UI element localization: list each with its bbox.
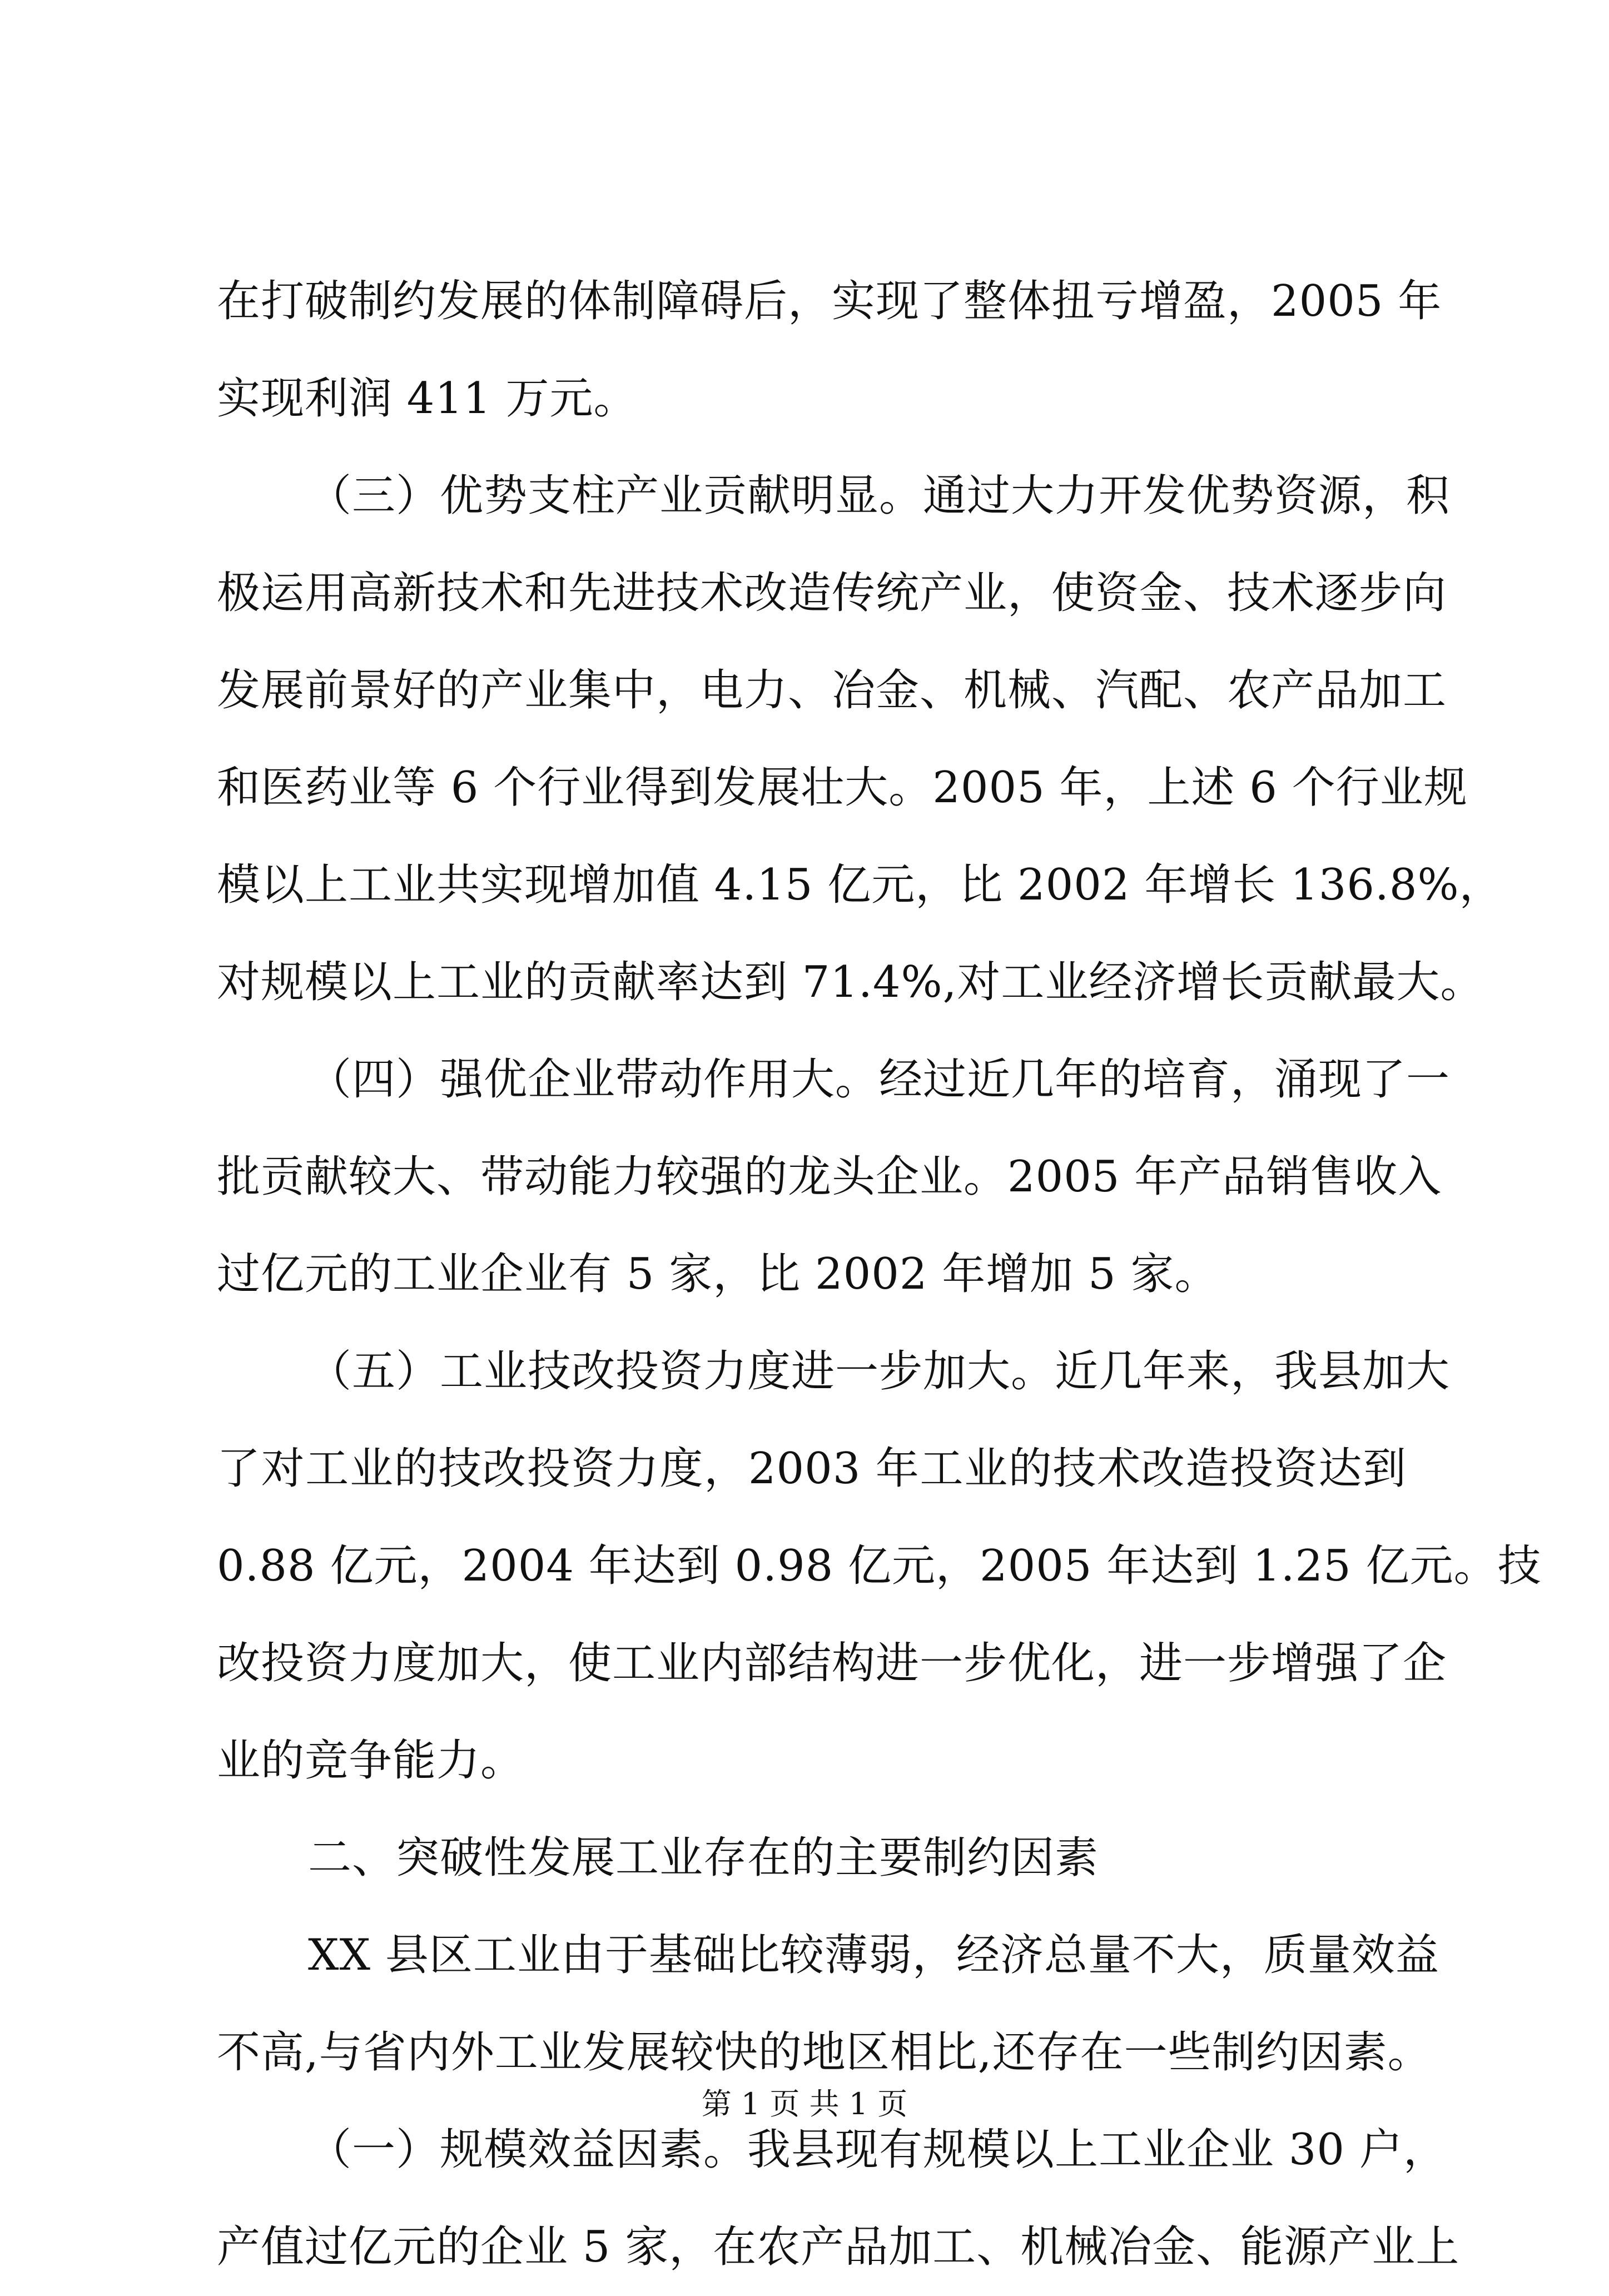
text-line: 在打破制约发展的体制障碍后，实现了整体扭亏增盈，2005 年 [217, 276, 1442, 326]
text-line: 对规模以上工业的贡献率达到 71.4%,对工业经济增长贡献最大。 [217, 957, 1484, 1007]
text-line: 产值过亿元的企业 5 家，在农产品加工、机械冶金、能源产业上 [217, 2222, 1460, 2272]
text-line: 极运用高新技术和先进技术改造传统产业，使资金、技术逐步向 [217, 568, 1447, 618]
text-line: （一）规模效益因素。我县现有规模以上工业企业 30 户， [308, 2125, 1447, 2175]
text-line: 改投资力度加大，使工业内部结构进一步优化，进一步增强了企 [217, 1638, 1447, 1688]
text-line: 不高,与省内外工业发展较快的地区相比,还存在一些制约因素。 [217, 2027, 1432, 2078]
page-footer: 第 1 页 共 1 页 [701, 2086, 908, 2121]
text-line: 二、突破性发展工业存在的主要制约因素 [308, 1833, 1099, 1883]
text-line: （五）工业技改投资力度进一步加大。近几年来，我县加大 [308, 1346, 1451, 1397]
text-line: （四）强优企业带动作用大。经过近几年的培育，涌现了一 [308, 1055, 1451, 1105]
text-line: 过亿元的工业企业有 5 家，比 2002 年增加 5 家。 [217, 1249, 1219, 1299]
text-line: 和医药业等 6 个行业得到发展壮大。2005 年，上述 6 个行业规 [217, 763, 1468, 813]
text-line: 业的竞争能力。 [217, 1736, 525, 1786]
text-line: 了对工业的技改投资力度，2003 年工业的技术改造投资达到 [217, 1444, 1407, 1494]
text-line: （三）优势支柱产业贡献明显。通过大力开发优势资源，积 [308, 471, 1451, 521]
text-line: 0.88 亿元，2004 年达到 0.98 亿元，2005 年达到 1.25 亿元。技 [217, 1541, 1542, 1591]
text-line: XX 县区工业由于基础比较薄弱，经济总量不大，质量效益 [308, 1930, 1439, 1980]
text-line: 实现利润 411 万元。 [217, 374, 638, 424]
document-body [217, 253, 1542, 2296]
text-line: 批贡献较大、带动能力较强的龙头企业。2005 年产品销售收入 [217, 1152, 1442, 1202]
text-line: 模以上工业共实现增加值 4.15 亿元，比 2002 年增长 136.8%， [217, 860, 1503, 910]
text-line: 发展前景好的产业集中，电力、冶金、机械、汽配、农产品加工 [217, 665, 1447, 715]
